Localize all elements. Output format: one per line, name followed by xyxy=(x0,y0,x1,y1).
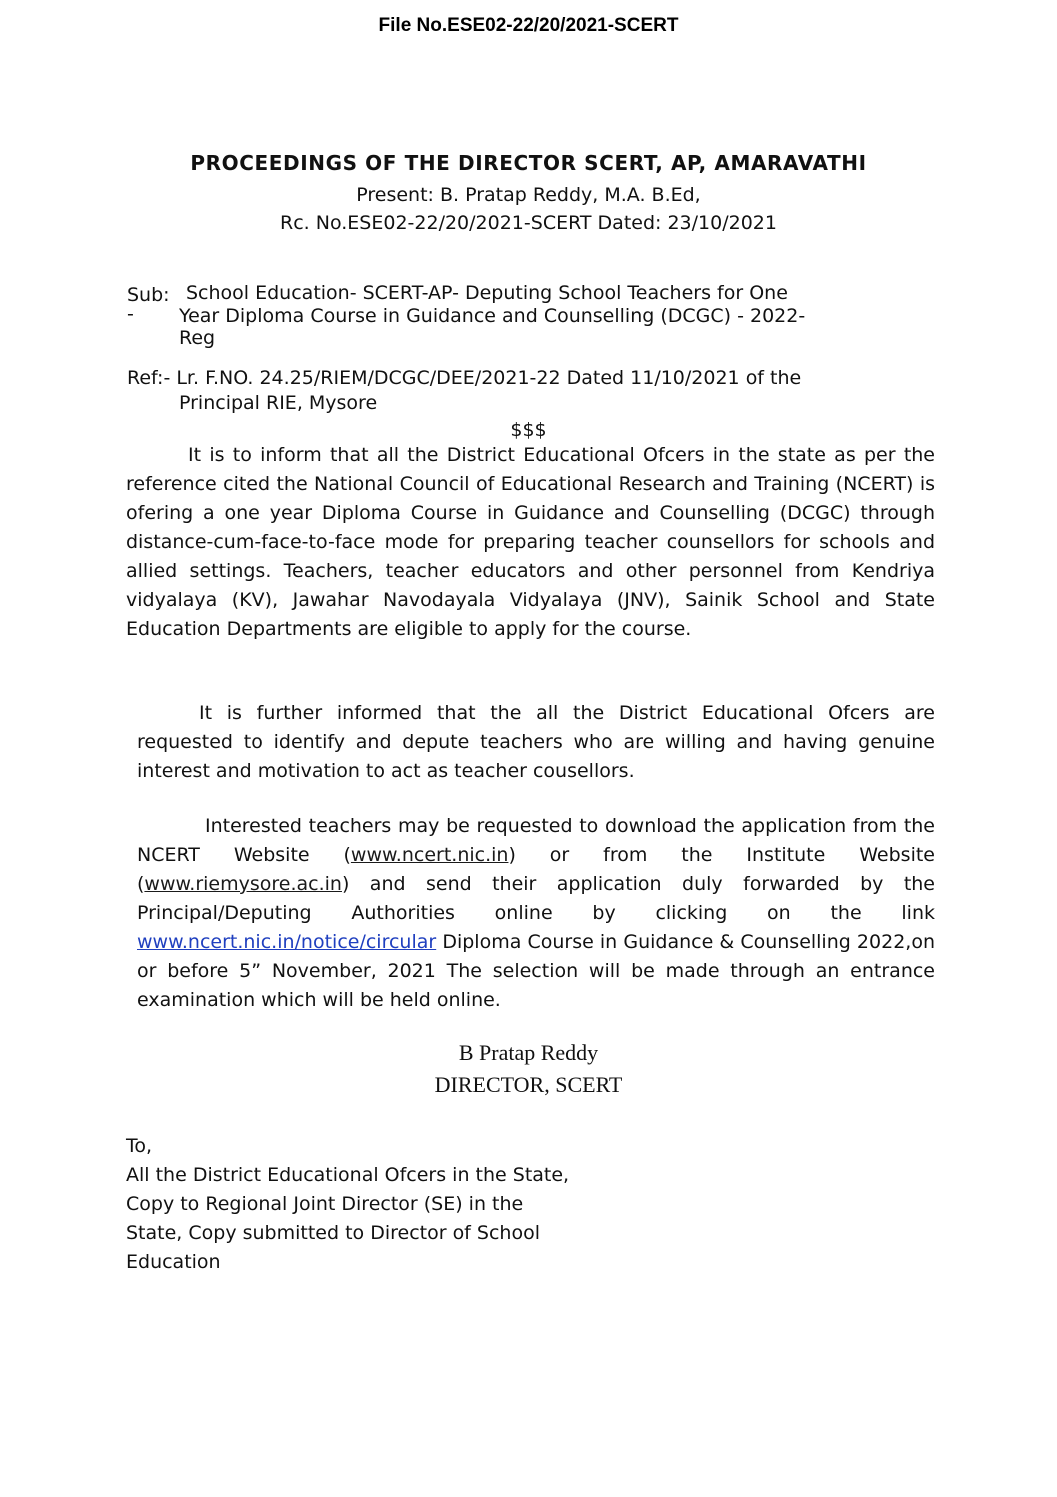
ncert-website-link[interactable]: www.ncert.nic.in xyxy=(350,844,509,866)
recipients-block xyxy=(126,1132,569,1277)
rc-number-line: Rc. No.ESE02-22/20/2021-SCERT Dated: 23/10/2021 xyxy=(280,212,777,234)
recipients-line-2: Copy to Regional Joint Director (SE) in the xyxy=(126,1193,524,1215)
recipients-line-4: Education xyxy=(126,1251,221,1273)
body-paragraph-2 xyxy=(137,699,935,786)
proceedings-title: PROCEEDINGS OF THE DIRECTOR SCERT, AP, AMARAVATHI xyxy=(190,151,867,175)
recipients-line-1: All the District Educational Ofcers in the State, xyxy=(126,1164,570,1186)
riemysore-website-link[interactable]: www.riemysore.ac.in xyxy=(144,873,342,895)
paragraph-3-text-d: Diploma Course in Guidance & Counselling 2022,on or before 5” November, 2021 The selection will be made through an entrance examination which will be held online. xyxy=(137,931,935,1011)
paragraph-3-text-b: ) or from the Institute Website ( xyxy=(137,844,935,895)
separator-symbol: $$$ xyxy=(510,419,547,441)
signatory-designation: DIRECTOR, SCERT xyxy=(434,1072,623,1097)
signatory-name: B Pratap Reddy xyxy=(458,1040,599,1065)
body-paragraph-1 xyxy=(126,441,935,644)
paragraph-2-text: It is further informed that the all the District Educational Ofcers are requested to identify and depute teachers who are willing and having genuine interest and motivation to act as teacher cousellors. xyxy=(137,702,935,782)
paragraph-1-text: It is to inform that all the District Educational Ofcers in the state as per the reference cited the National Council of Educational Research and Training (NCERT) is ofering a one year Diploma Course in Guidance and Counselling (DCGC) through distance-cum-face-to-face mode for preparing teacher counsellors for schools and allied settings. Teachers, teacher educators and other personnel from Kendriya vidyalaya (KV), Jawahar Navodayala Vidyalaya (JNV), Sainik School and State Education Departments are eligible to apply for the course. xyxy=(126,444,935,640)
reference-line-1: Ref:- Lr. F.NO. 24.25/RIEM/DCGC/DEE/2021-22 Dated 11/10/2021 of the xyxy=(127,367,802,389)
file-number: File No.ESE02-22/20/2021-SCERT xyxy=(378,15,679,36)
subject-line-2: Year Diploma Course in Guidance and Counselling (DCGC) - 2022- xyxy=(179,305,806,327)
subject-line-1: School Education- SCERT-AP- Deputing School Teachers for One xyxy=(186,282,788,304)
paragraph-3-text-a: Interested teachers may be requested to download the application from the NCERT Website ( xyxy=(137,815,935,866)
recipients-line-3: State, Copy submitted to Director of School xyxy=(126,1222,540,1244)
subject-label: Sub: xyxy=(127,284,170,306)
present-line: Present: B. Pratap Reddy, M.A. B.Ed, xyxy=(356,184,701,206)
subject-line-3: Reg xyxy=(179,327,216,349)
ncert-circular-link[interactable]: www.ncert.nic.in/notice/circular xyxy=(137,931,437,953)
subject-dash: - xyxy=(127,303,134,325)
paragraph-3-text-c: ) and send their application duly forwarded by the Principal/Deputing Authorities online by clicking on the link xyxy=(137,873,935,924)
reference-line-2: Principal RIE, Mysore xyxy=(179,392,378,414)
recipients-to: To, xyxy=(126,1135,153,1157)
body-paragraph-3 xyxy=(137,812,935,1015)
